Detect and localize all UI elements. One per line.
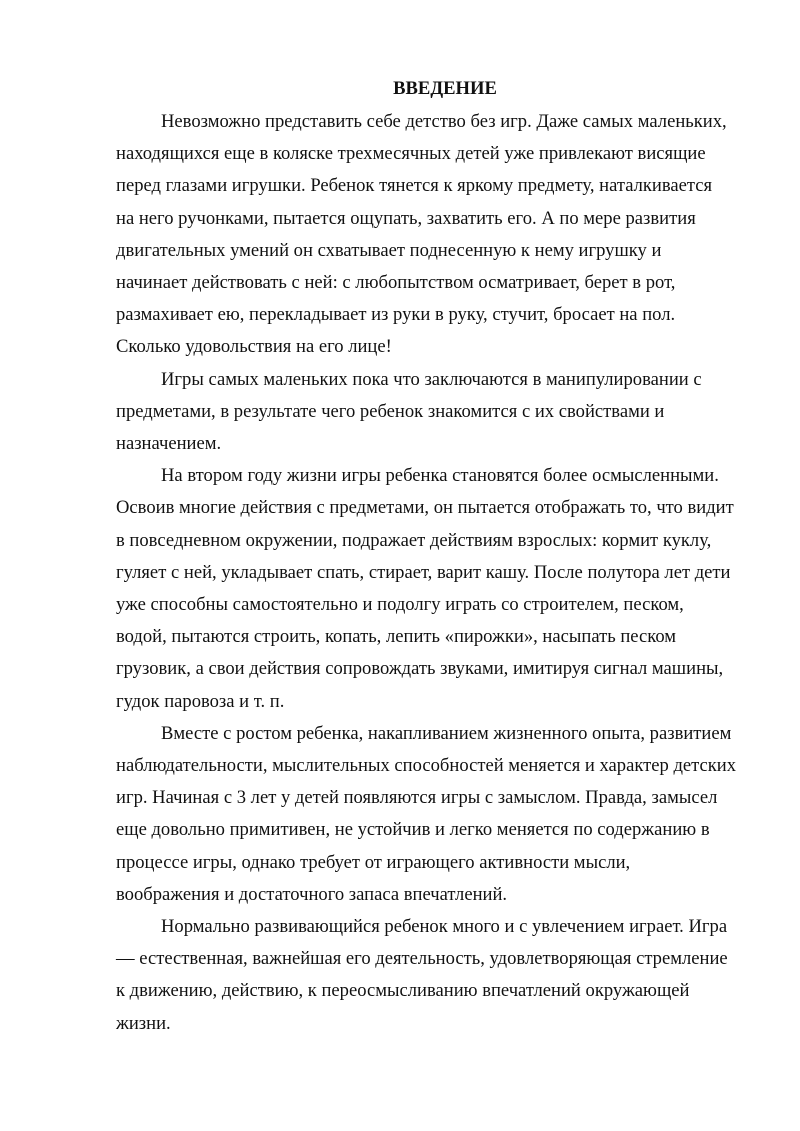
paragraph-1 bbox=[116, 106, 744, 364]
paragraph-line: в повседневном окружении, подражает действиям взрослых: кормит куклу, bbox=[116, 529, 712, 551]
paragraph-line: начинает действовать с ней: с любопытством осматривает, берет в рот, bbox=[116, 272, 676, 294]
paragraph-line: игр. Начиная с 3 лет у детей появляются игры с замыслом. Правда, замысел bbox=[116, 787, 718, 809]
paragraph-line: жизни. bbox=[116, 1012, 171, 1034]
paragraph-line: находящихся еще в коляске трехмесячных детей уже привлекают висящие bbox=[116, 143, 706, 165]
paragraph-line: процессе игры, однако требует от играющего активности мысли, bbox=[116, 851, 631, 873]
paragraph-line: На втором году жизни игры ребенка становятся более осмысленными. bbox=[161, 465, 719, 487]
paragraph-line: размахивает ею, перекладывает из руки в руку, стучит, бросает на пол. bbox=[116, 304, 676, 326]
paragraph-5 bbox=[116, 911, 744, 1040]
paragraph-line: воображения и достаточного запаса впечатлений. bbox=[116, 883, 508, 905]
paragraph-line: Нормально развивающийся ребенок много и с увлечением играет. Игра bbox=[161, 916, 728, 938]
paragraph-line: Невозможно представить себе детство без игр. Даже самых маленьких, bbox=[161, 111, 727, 132]
paragraph-line: гуляет с ней, укладывает спать, стирает, варит кашу. После полутора лет дети bbox=[116, 561, 731, 583]
paragraph-line: на него ручонками, пытается ощупать, захватить его. А по мере развития bbox=[116, 207, 696, 229]
paragraph-line: грузовик, а свои действия сопровождать звуками, имитируя сигнал машины, bbox=[116, 658, 724, 680]
paragraph-line: наблюдательности, мыслительных способностей меняется и характер детских bbox=[116, 755, 737, 777]
paragraph-line: к движению, действию, к переосмысливанию впечатлений окружающей bbox=[116, 980, 690, 1002]
paragraph-line: Освоив многие действия с предметами, он пытается отображать то, что видит bbox=[116, 497, 734, 519]
paragraph-line: уже способны самостоятельно и подолгу играть со строителем, песком, bbox=[116, 594, 684, 616]
paragraph-line: предметами, в результате чего ребенок знакомится с их свойствами и bbox=[116, 400, 665, 422]
paragraph-line: перед глазами игрушки. Ребенок тянется к яркому предмету, наталкивается bbox=[116, 175, 713, 197]
document-title: ВВЕДЕНИЕ bbox=[393, 78, 497, 99]
paragraph-line: — естественная, важнейшая его деятельность, удовлетворяющая стремление bbox=[116, 948, 728, 970]
paragraph-line: назначением. bbox=[116, 433, 222, 455]
paragraph-3 bbox=[116, 460, 744, 718]
paragraph-4 bbox=[116, 718, 744, 911]
paragraph-line: Игры самых маленьких пока что заключаются в манипулировании с bbox=[161, 368, 702, 390]
paragraph-line: водой, пытаются строить, копать, лепить «пирожки», насыпать песком bbox=[116, 626, 677, 648]
paragraph-line: еще довольно примитивен, не устойчив и легко меняется по содержанию в bbox=[116, 819, 710, 841]
paragraph-line: Сколько удовольствия на его лице! bbox=[116, 336, 392, 358]
paragraph-line: гудок паровоза и т. п. bbox=[116, 690, 285, 712]
paragraph-line: Вместе с ростом ребенка, накапливанием жизненного опыта, развитием bbox=[161, 722, 732, 744]
paragraph-2 bbox=[116, 364, 744, 461]
paragraph-line: двигательных умений он схватывает поднесенную к нему игрушку и bbox=[116, 239, 662, 261]
